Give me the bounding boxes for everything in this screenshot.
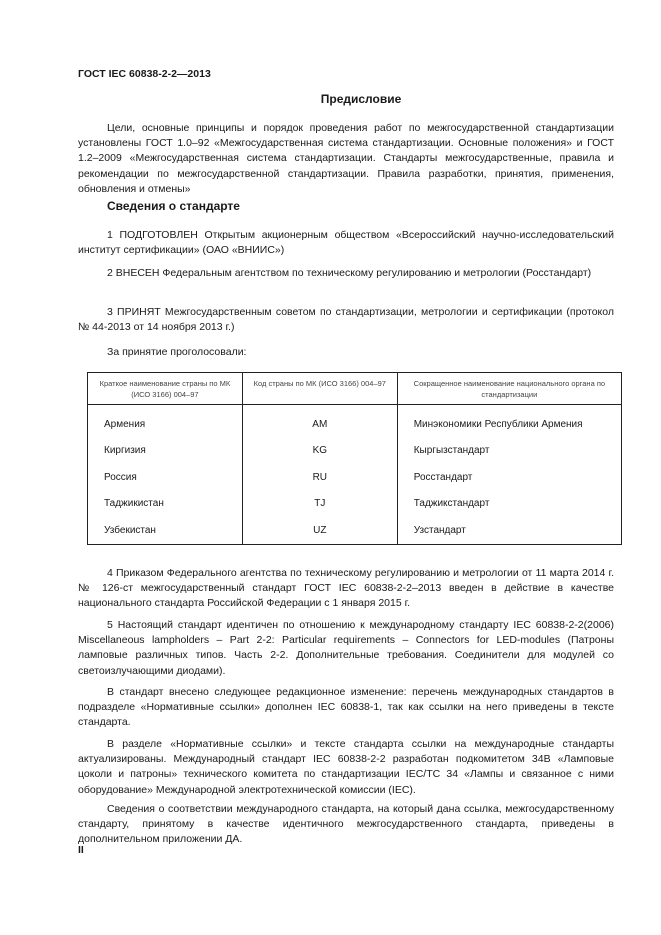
foreword-title: Предисловие (320, 92, 402, 106)
info-item-2: 2 ВНЕСЕН Федеральным агентством по техническому регулированию и метрологии (Росстандарт) (107, 267, 592, 279)
item-4: 4 Приказом Федерального агентства по техническому регулированию и метрологии от 11 марта 2014 г. № 126-ст межгосударственный стандарт ГОСТ IEC 60838-2-2–2013 введен в действие в качестве национального стандарта Российской Федерации с 1 января 2015 г. (78, 567, 614, 610)
normative-refs: В разделе «Нормативные ссылки» и тексте стандарта ссылки на международные стандарты актуализированы. Международный стандарт IEC 60838-2-2 разработан подкомитетом 34В «Ламповые цоколи и патроны» технического комитета по стандартизации IEC/TC 34 «Лампы и связанное с ними оборудование» Международной электротехнической комиссии (IEC). (78, 738, 614, 796)
code-cell: TJ (242, 491, 397, 518)
country-cell: Армения (88, 405, 243, 438)
table-row (88, 491, 622, 518)
header-country: Краткое наименование страны по МК (ИСО 3166) 004–97 (88, 373, 243, 405)
body-cell: Таджикстандарт (397, 491, 621, 518)
standard-id-header: ГОСТ IEC 60838-2-2—2013 (78, 68, 211, 80)
header-body: Сокращенное наименование национального органа по стандартизации (397, 373, 621, 405)
item-5: 5 Настоящий стандарт идентичен по отношению к международному стандарту IEC 60838-2-2(2006) Miscellaneous lampholders – Part 2-2: Particular requirements – Connectors for LED-modules (Патроны ламповые различных типов. Часть 2-2. Дополнительные требования. Соединители для модулей со светоизлучающими диодами). (78, 619, 614, 677)
page-number: II (78, 844, 84, 856)
voted-label: За принятие проголосовали: (107, 346, 247, 358)
table-row (88, 438, 622, 465)
code-cell: UZ (242, 517, 397, 544)
info-item-1: 1 ПОДГОТОВЛЕН Открытым акционерным обществом «Всероссийский научно-исследовательский институт сертификации» (ОАО «ВНИИС») (78, 229, 614, 257)
foreword-intro: Цели, основные принципы и порядок проведения работ по межгосударственной стандартизации установлены ГОСТ 1.0–92 «Межгосударственная система стандартизации. Основные положения» и ГОСТ 1.2–2009 «Межгосударственная система стандартизации. Стандарты межгосударственные, правила и рекомендации по межгосударственной стандартизации. Правила разработки, принятия, применения, обновления и отмены» (78, 122, 614, 195)
body-cell: Кыргызстандарт (397, 438, 621, 465)
conformity-note: Сведения о соответствии международного стандарта, на который дана ссылка, межгосударственному стандарту, принятому в качестве идентичного межгосударственного стандарта, приведены в дополнительном приложении ДА. (78, 803, 614, 846)
code-cell: AM (242, 405, 397, 438)
code-cell: RU (242, 464, 397, 491)
info-item-3: 3 ПРИНЯТ Межгосударственным советом по стандартизации, метрологии и сертификации (протокол № 44-2013 от 14 ноября 2013 г.) (78, 306, 614, 334)
country-cell: Таджикистан (88, 491, 243, 518)
code-cell: KG (242, 438, 397, 465)
body-cell: Узстандарт (397, 517, 621, 544)
table-row (88, 517, 622, 544)
country-cell: Киргизия (88, 438, 243, 465)
table-row (88, 464, 622, 491)
country-cell: Узбекистан (88, 517, 243, 544)
header-code: Код страны по МК (ИСО 3166) 004–97 (242, 373, 397, 405)
info-heading: Сведения о стандарте (107, 199, 240, 213)
table-row (88, 405, 622, 438)
country-cell: Россия (88, 464, 243, 491)
body-cell: Росстандарт (397, 464, 621, 491)
table-header-row (88, 373, 622, 405)
voting-table (87, 372, 622, 545)
editorial-change: В стандарт внесено следующее редакционное изменение: перечень международных стандартов в подразделе «Нормативные ссылки» дополнен IEC 60838-1, так как ссылки на него приведены в тексте стандарта. (78, 686, 614, 729)
body-cell: Минэкономики Республики Армения (397, 405, 621, 438)
